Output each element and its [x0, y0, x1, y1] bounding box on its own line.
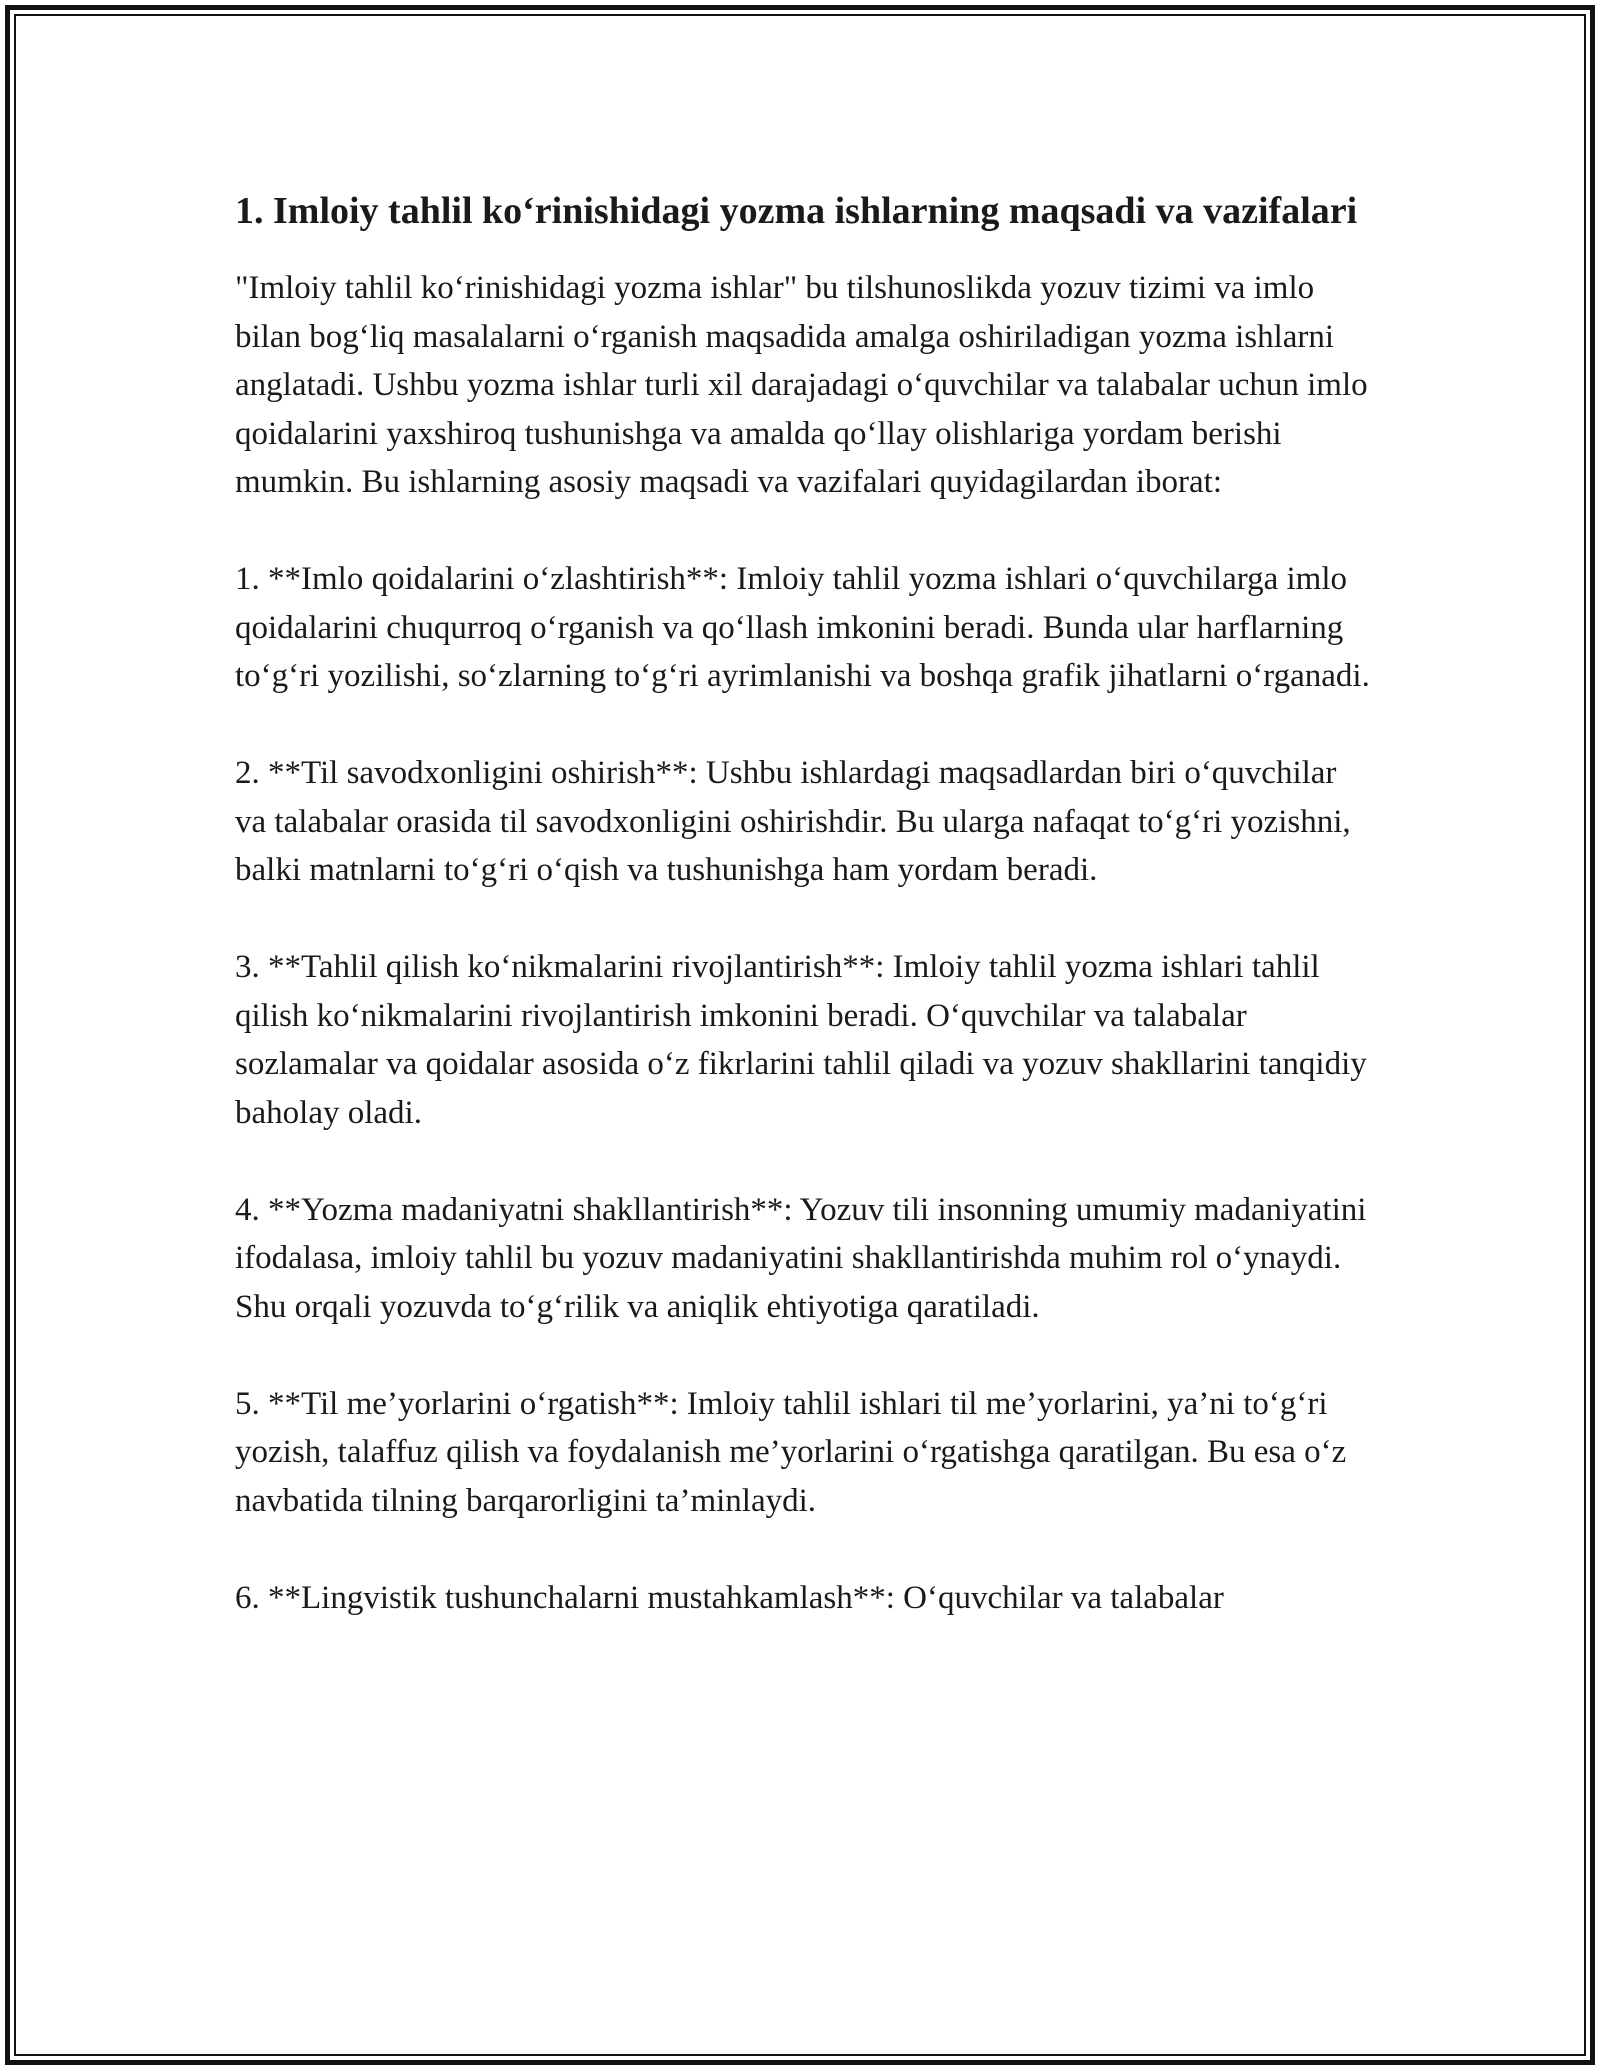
list-item-5: 5. **Til me’yorlarini oʻrgatish**: Imloiy tahlil ishlari til me’yorlarini, ya’ni toʻgʻri yozish, talaffuz qilish va foydalanish me’yorlarini oʻrgatishga qaratilgan. Bu esa oʻz navbatida tilning barqarorligini ta’minlaydi. [235, 1385, 1347, 1519]
intro-paragraph: "Imloiy tahlil koʻrinishidagi yozma ishlar" bu tilshunoslikda yozuv tizimi va imlo bilan bogʻliq masalalarni oʻrganish maqsadida amalga oshiriladigan yozma ishlarni anglatadi. Ushbu yozma ishlar turli xil darajadagi oʻquvchilar va talabalar uchun imlo qoidalarini yaxshiroq tushunishga va amalda qoʻllay olishlariga yordam berishi mumkin. Bu ishlarning asosiy maqsadi va vazifalari quyidagilardan iborat: [235, 270, 1368, 500]
list-item-4: 4. **Yozma madaniyatni shakllantirish**: Yozuv tili insonning umumiy madaniyatini ifodalasa, imloiy tahlil bu yozuv madaniyatini shakllantirishda muhim rol oʻynaydi. Shu orqali yozuvda toʻgʻrilik va aniqlik ehtiyotiga qaratiladi. [235, 1191, 1367, 1325]
list-item-3: 3. **Tahlil qilish koʻnikmalarini rivojlantirish**: Imloiy tahlil yozma ishlari tahlil qilish koʻnikmalarini rivojlantirish imkonini beradi. Oʻquvchilar va talabalar sozlamalar va qoidalar asosida oʻz fikrlarini tahlil qiladi va yozuv shakllarini tanqidiy baholay oladi. [235, 949, 1367, 1131]
document-body [235, 185, 1375, 1622]
list-item-6: 6. **Lingvistik tushunchalarni mustahkamlash**: Oʻquvchilar va talabalar [235, 1579, 1224, 1616]
section-title: 1. Imloiy tahlil koʻrinishidagi yozma ishlarning maqsadi va vazifalari [235, 190, 1358, 232]
list-item-1: 1. **Imlo qoidalarini oʻzlashtirish**: Imloiy tahlil yozma ishlari oʻquvchilarga imlo qoidalarini chuqurroq oʻrganish va qoʻllash imkonini beradi. Bunda ular harflarning toʻgʻri yozilishi, soʻzlarning toʻgʻri ayrimlanishi va boshqa grafik jihatlarni oʻrganadi. [235, 561, 1370, 694]
list-item-2: 2. **Til savodxonligini oshirish**: Ushbu ishlardagi maqsadlardan biri oʻquvchilar va talabalar orasida til savodxonligini oshirishdir. Bu ularga nafaqat toʻgʻri yozishni, balki matnlarni toʻgʻri oʻqish va tushunishga ham yordam beradi. [235, 755, 1351, 888]
